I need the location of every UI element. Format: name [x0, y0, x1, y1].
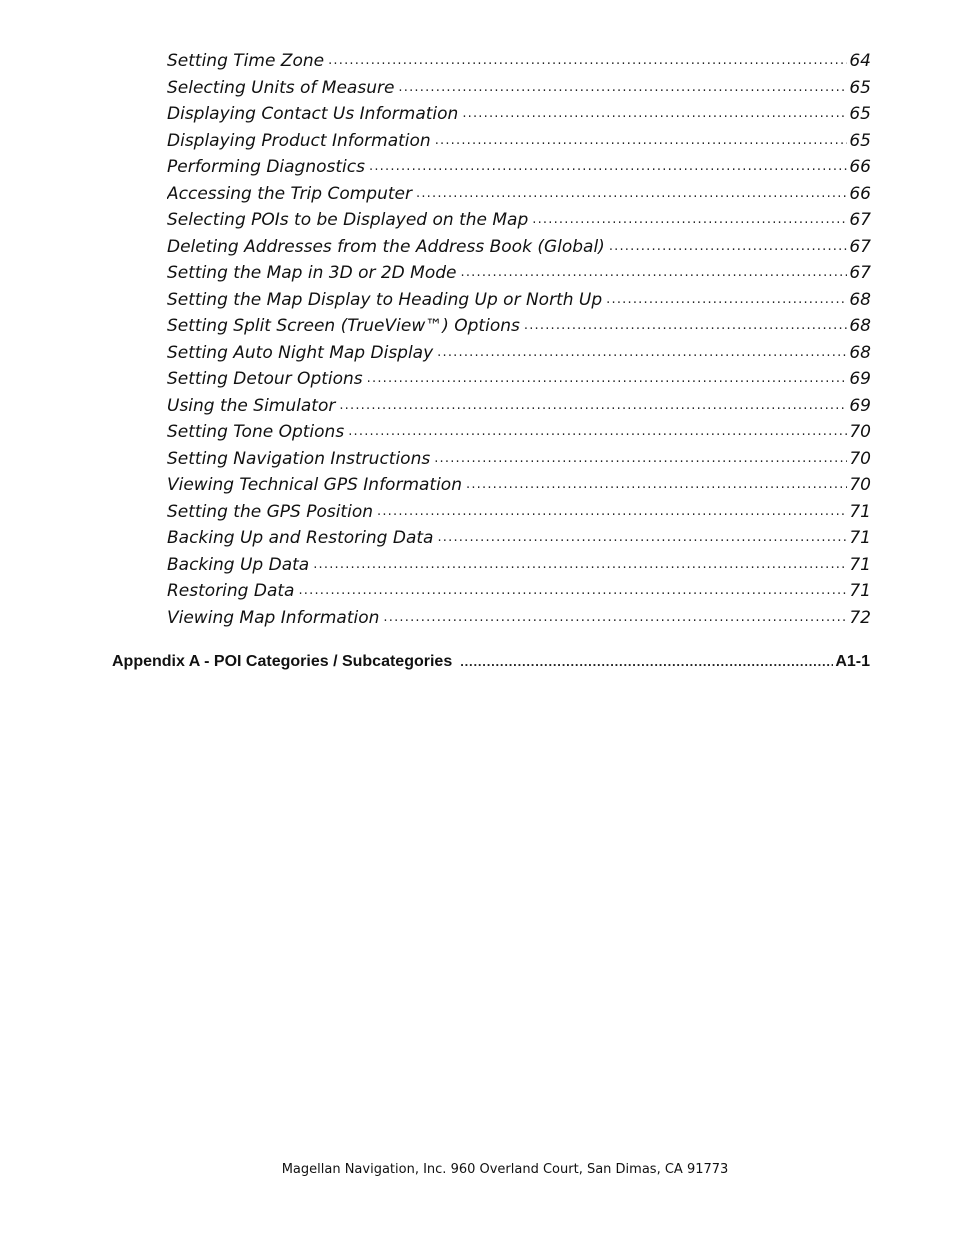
toc-leader-dots [369, 154, 847, 181]
toc-entry-title: Deleting Addresses from the Address Book (Global) [167, 234, 609, 261]
toc-leader-dots [339, 393, 847, 420]
toc-leader-dots [460, 650, 833, 674]
toc-leader-dots [416, 181, 847, 208]
toc-entry[interactable] [167, 260, 871, 287]
toc-appendix-page: A1-1 [833, 650, 870, 674]
toc-leader-dots [437, 340, 847, 367]
toc-leader-dots [524, 313, 848, 340]
toc-entry[interactable] [167, 393, 871, 420]
toc-entry[interactable] [167, 313, 871, 340]
toc-entry[interactable] [167, 101, 871, 128]
toc-entry-title: Setting Split Screen (TrueView™) Options [167, 313, 524, 340]
toc-entry[interactable] [167, 207, 871, 234]
toc-entry[interactable] [167, 446, 871, 473]
toc-entry-page: 67 [847, 207, 871, 234]
toc-entry[interactable] [167, 340, 871, 367]
toc-entry-page: 70 [847, 472, 871, 499]
toc-entry[interactable] [167, 154, 871, 181]
toc-entry-page: 71 [847, 525, 871, 552]
toc-leader-dots [606, 287, 847, 314]
toc-entry-page: 65 [847, 101, 871, 128]
toc-entry-title: Backing Up Data [167, 552, 313, 579]
toc-entry-page: 64 [847, 48, 871, 75]
toc-entry-page: 67 [847, 260, 871, 287]
toc-entry-title: Setting Navigation Instructions [167, 446, 434, 473]
toc-entry-title: Selecting Units of Measure [167, 75, 398, 102]
toc-entry-page: 65 [847, 128, 871, 155]
toc-entry-page: 69 [847, 366, 871, 393]
toc-entry[interactable] [167, 128, 871, 155]
toc-entry-page: 68 [847, 313, 871, 340]
toc-entry[interactable] [167, 605, 871, 632]
toc-leader-dots [298, 578, 847, 605]
toc-entry[interactable] [167, 234, 871, 261]
toc-entry[interactable] [167, 472, 871, 499]
toc-entry-title: Setting the Map Display to Heading Up or North Up [167, 287, 606, 314]
toc-entry-title: Setting the GPS Position [167, 499, 377, 526]
toc-leader-dots [434, 446, 847, 473]
toc-leader-dots [466, 472, 847, 499]
toc-entry-title: Accessing the Trip Computer [167, 181, 416, 208]
toc-entry-page: 68 [847, 287, 871, 314]
toc-entry-title: Setting Tone Options [167, 419, 348, 446]
toc-leader-dots [609, 234, 848, 261]
toc-entry-title: Setting Detour Options [167, 366, 367, 393]
toc-entry-page: 69 [847, 393, 871, 420]
toc-entry-page: 66 [847, 154, 871, 181]
toc-entry[interactable] [167, 287, 871, 314]
toc-leader-dots [367, 366, 848, 393]
toc-leader-dots [313, 552, 847, 579]
toc-entry[interactable] [167, 552, 871, 579]
toc-appendix-title: Appendix A - POI Categories / Subcategories [112, 650, 460, 674]
toc-entry-page: 66 [847, 181, 871, 208]
toc-entry-title: Viewing Map Information [167, 605, 383, 632]
toc-entry-title: Displaying Product Information [167, 128, 435, 155]
toc-entry-title: Restoring Data [167, 578, 298, 605]
toc-entry-page: 70 [847, 446, 871, 473]
toc-leader-dots [532, 207, 847, 234]
toc-entry-page: 71 [847, 578, 871, 605]
toc-leader-dots [348, 419, 847, 446]
toc-leader-dots [383, 605, 847, 632]
page-footer: Magellan Navigation, Inc. 960 Overland Court, San Dimas, CA 91773 [281, 1162, 729, 1177]
toc-entry-page: 65 [847, 75, 871, 102]
toc-leader-dots [435, 128, 848, 155]
toc-leader-dots [328, 48, 847, 75]
toc-entry-title: Viewing Technical GPS Information [167, 472, 466, 499]
toc-entry-title: Backing Up and Restoring Data [167, 525, 437, 552]
toc-entry[interactable] [167, 525, 871, 552]
toc-entry-title: Setting the Map in 3D or 2D Mode [167, 260, 461, 287]
table-of-contents [0, 48, 954, 631]
toc-entry-page: 70 [847, 419, 871, 446]
toc-entry-title: Using the Simulator [167, 393, 339, 420]
toc-entry-page: 68 [847, 340, 871, 367]
toc-entry[interactable] [167, 419, 871, 446]
toc-appendix-entry[interactable] [112, 650, 870, 674]
toc-entry[interactable] [167, 578, 871, 605]
toc-entry[interactable] [167, 181, 871, 208]
toc-entry-title: Selecting POIs to be Displayed on the Map [167, 207, 532, 234]
toc-entry-page: 71 [847, 499, 871, 526]
toc-entry-title: Performing Diagnostics [167, 154, 369, 181]
toc-entry[interactable] [167, 48, 871, 75]
toc-leader-dots [437, 525, 847, 552]
toc-leader-dots [377, 499, 847, 526]
toc-entry[interactable] [167, 366, 871, 393]
toc-entry-page: 72 [847, 605, 871, 632]
toc-leader-dots [462, 101, 847, 128]
toc-entry[interactable] [167, 75, 871, 102]
toc-entry-page: 67 [847, 234, 871, 261]
toc-entry-title: Displaying Contact Us Information [167, 101, 462, 128]
toc-entry-title: Setting Time Zone [167, 48, 328, 75]
toc-entry-title: Setting Auto Night Map Display [167, 340, 437, 367]
toc-leader-dots [398, 75, 847, 102]
toc-entry-page: 71 [847, 552, 871, 579]
toc-entry[interactable] [167, 499, 871, 526]
toc-leader-dots [461, 260, 848, 287]
